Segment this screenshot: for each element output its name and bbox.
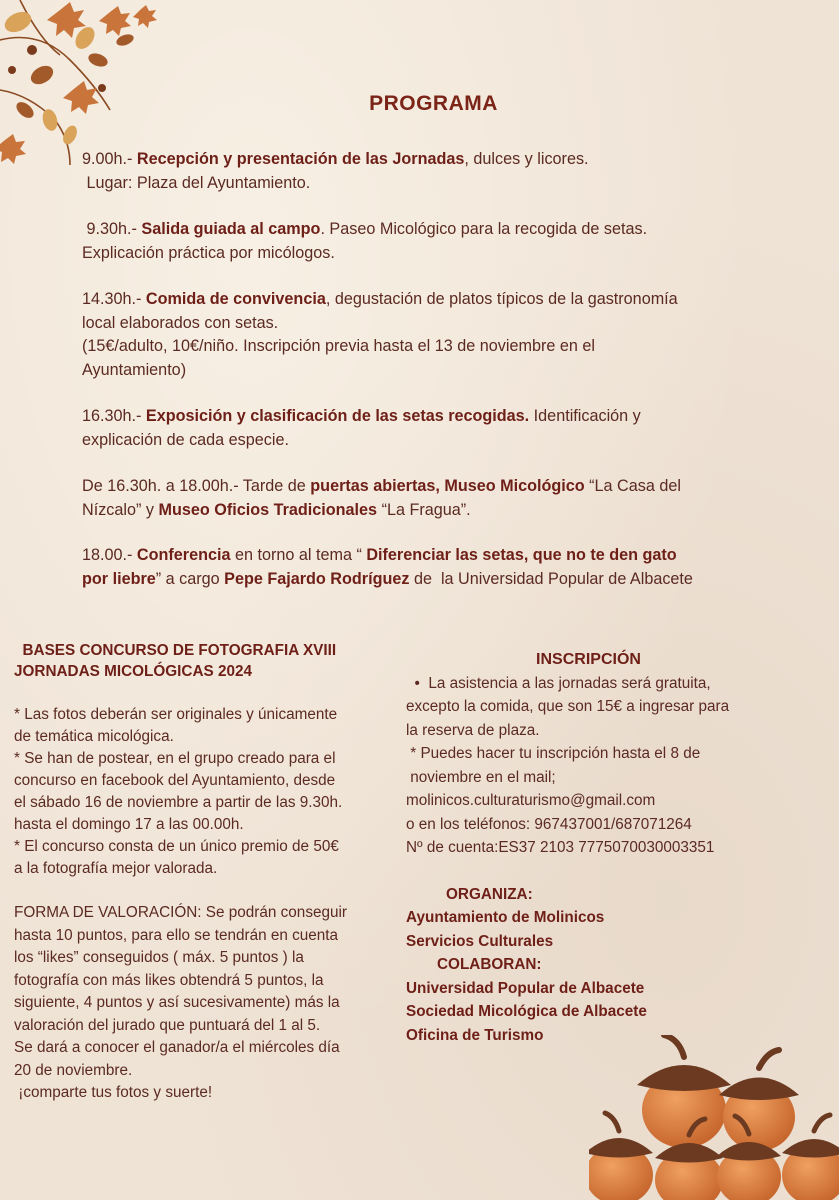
program-detail: de la Universidad Popular de Albacete — [409, 569, 693, 588]
organiza-heading: ORGANIZA: — [446, 885, 533, 903]
rule-line: concurso en facebook del Ayuntamiento, desde — [14, 772, 336, 789]
contest-rules — [14, 704, 384, 880]
program-detail: . Paseo Micológico para la recogida de setas. — [320, 220, 648, 238]
collaborator-item: Sociedad Micológica de Albacete — [406, 1003, 647, 1020]
program-detail: Lugar: Plaza del Ayuntamiento. — [82, 173, 311, 192]
program-detail: en torno al tema “ — [230, 546, 367, 564]
program-detail: Ayuntamiento) — [82, 360, 187, 379]
program-detail: ” a cargo — [155, 569, 225, 588]
program-price: (15€/adulto, 10€/niño. Inscripción previa hasta el 13 de noviembre en el — [82, 337, 595, 355]
page-title: PROGRAMA — [369, 92, 498, 115]
email-address[interactable]: molinicos.culturaturismo@gmail.com — [406, 792, 656, 809]
program-item — [82, 475, 782, 522]
rule-line: hasta 10 puntos, para ello se tendrán en cuenta — [14, 926, 339, 944]
speaker-name: Pepe Fajardo Rodríguez — [224, 569, 410, 588]
colaboran-heading: COLABORAN: — [437, 956, 542, 973]
rule-line: valoración del jurado que puntuará del 1 al 5. — [14, 1016, 321, 1034]
program-activity: puertas abiertas, Museo Micológico — [310, 477, 585, 495]
rule-line: el sábado 16 de noviembre a partir de las 9.30h. — [14, 794, 343, 811]
registration-line: • La asistencia a las jornadas será gratuita, — [406, 674, 711, 692]
program-activity: Comida de convivencia — [145, 290, 326, 308]
program-detail: local elaborados con setas. — [82, 313, 279, 332]
organizer-item: Ayuntamiento de Molinicos — [406, 909, 605, 926]
bank-account: Nº de cuenta:ES37 2103 7775070030003351 — [406, 839, 715, 856]
collaborator-item: Universidad Popular de Albacete — [406, 979, 645, 997]
program-item — [82, 544, 782, 591]
rule-line: FORMA DE VALORACIÓN: Se podrán conseguir — [14, 904, 347, 921]
program-activity: Salida guiada al campo — [141, 220, 321, 238]
program-time: De 16.30h. a 18.00h.- Tarde de — [82, 477, 311, 495]
photo-contest-section — [14, 640, 384, 1105]
program-activity: Museo Oficios Tradicionales — [158, 500, 378, 519]
registration-line: noviembre en el mail; — [406, 768, 556, 786]
program-item — [82, 288, 782, 382]
rule-line: hasta el domingo 17 a las 00.00h. — [14, 816, 244, 833]
program-time: 14.30h.- — [82, 290, 146, 308]
rule-line: * Se han de postear, en el grupo creado para el — [14, 750, 336, 767]
program-activity: Recepción y presentación de las Jornadas — [136, 150, 465, 168]
contest-title: BASES CONCURSO DE FOTOGRAFIA XVIII — [14, 642, 337, 659]
program-detail: “La Casa del — [584, 477, 681, 495]
registration-line: la reserva de plaza. — [406, 721, 540, 739]
program-item — [82, 405, 782, 452]
rule-line: 20 de noviembre. — [14, 1061, 133, 1079]
rule-line: Se dará a conocer el ganador/a el miércoles día — [14, 1039, 340, 1056]
rule-line: * El concurso consta de un único premio de 50€ — [14, 838, 339, 855]
rule-line: fotografía con más likes obtendrá 5 puntos, la — [14, 971, 324, 989]
rule-line: ¡comparte tus fotos y suerte! — [14, 1084, 213, 1101]
conference-title: Diferenciar las setas, que no te den gato — [366, 546, 677, 564]
rule-line: los “likes” conseguidos ( máx. 5 puntos ) la — [14, 949, 304, 966]
program-detail: Explicación práctica por micólogos. — [82, 243, 335, 262]
program-activity: Exposición y clasificación de las setas recogidas. — [145, 407, 530, 425]
program-detail: explicación de cada especie. — [82, 430, 289, 449]
program-item — [82, 218, 782, 265]
rule-line: a la fotografía mejor valorada. — [14, 860, 218, 877]
program-time: 16.30h.- — [82, 407, 146, 425]
program-time: 9.30h.- — [82, 220, 142, 238]
program-detail: Identificación y — [529, 407, 641, 425]
rule-line: de temática micológica. — [14, 728, 174, 745]
collaborator-item: Oficina de Turismo — [406, 1026, 544, 1044]
program-time: 9.00h.- — [82, 150, 137, 168]
registration-line: * Puedes hacer tu inscripción hasta el 8 de — [406, 745, 701, 762]
program-activity: Conferencia — [136, 546, 231, 564]
conference-title: por liebre — [82, 569, 156, 588]
program-section — [82, 148, 782, 591]
organizer-item: Servicios Culturales — [406, 932, 554, 950]
valuation-rules — [14, 902, 384, 1105]
rule-line: * Las fotos deberán ser originales y únicamente — [14, 706, 338, 723]
contest-title: JORNADAS MICOLÓGICAS 2024 — [14, 663, 252, 680]
registration-line: excepto la comida, que son 15€ a ingresar para — [406, 698, 730, 715]
program-detail: “La Fragua”. — [377, 500, 471, 519]
phone-numbers: o en los teléfonos: 967437001/687071264 — [406, 815, 692, 833]
program-detail: , dulces y licores. — [464, 150, 589, 168]
program-item — [82, 148, 782, 195]
registration-section — [406, 648, 796, 1047]
program-detail: Nízcalo” y — [82, 500, 159, 519]
rule-line: siguiente, 4 puntos y así sucesivamente) más la — [14, 994, 340, 1011]
program-time: 18.00.- — [82, 546, 137, 564]
registration-title: INSCRIPCIÓN — [536, 651, 641, 668]
acorns-icon — [589, 1035, 839, 1200]
program-detail: , degustación de platos típicos de la gastronomía — [325, 290, 678, 308]
